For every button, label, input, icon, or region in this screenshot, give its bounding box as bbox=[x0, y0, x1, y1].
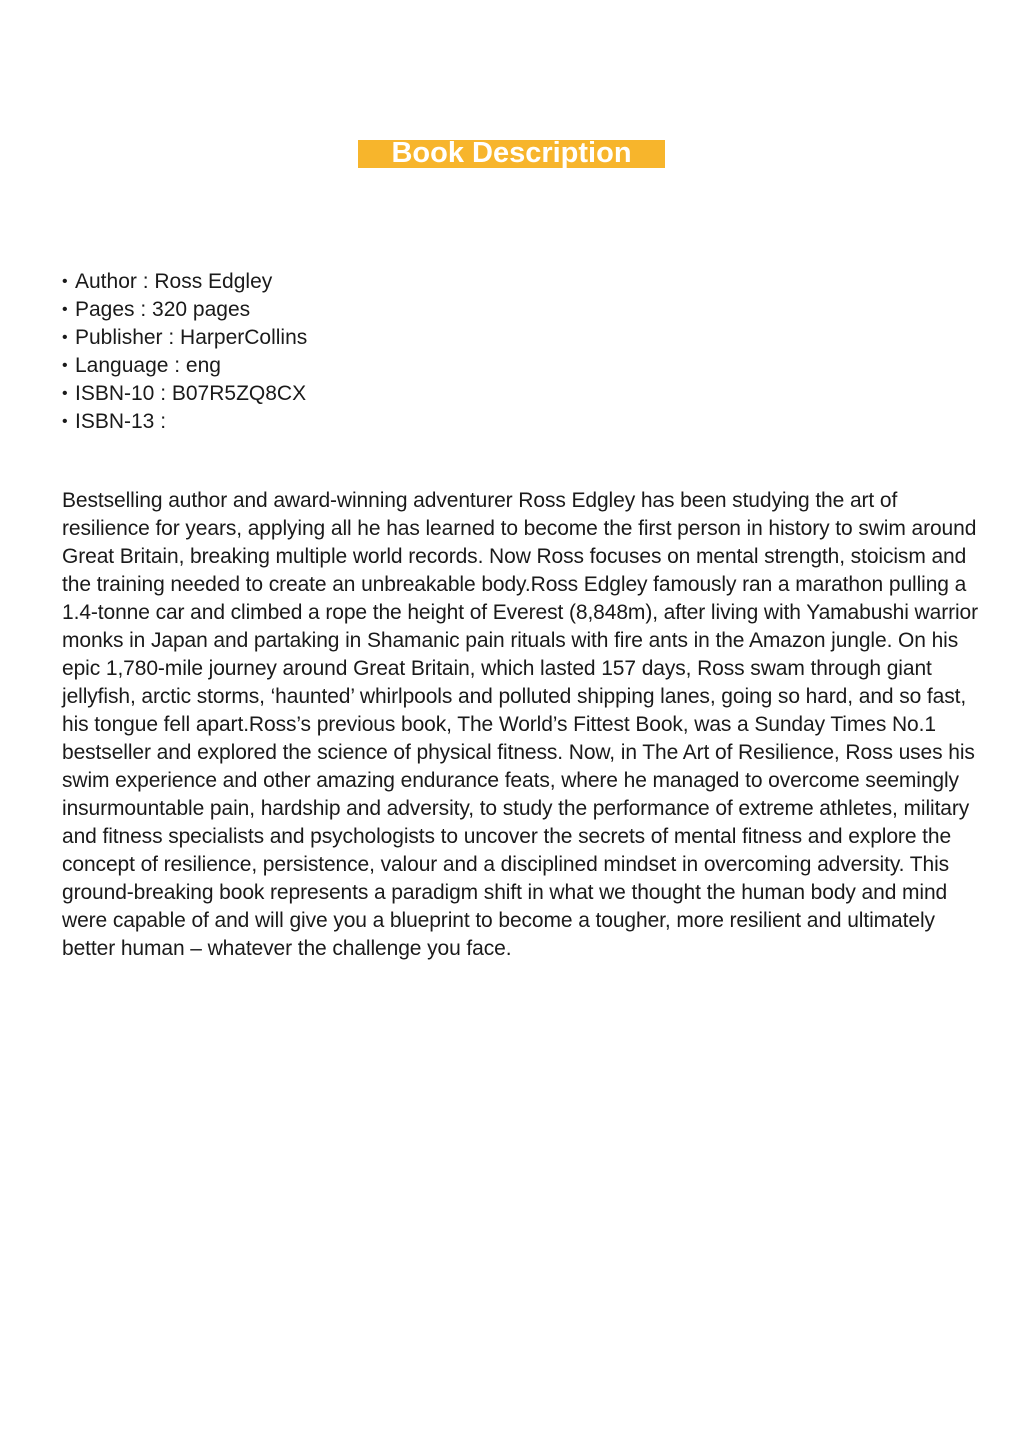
bullet-icon: • bbox=[62, 301, 68, 318]
detail-language bbox=[62, 352, 307, 380]
detail-text: ISBN-10 : B07R5ZQ8CX bbox=[75, 382, 307, 405]
detail-text: Pages : 320 pages bbox=[75, 298, 251, 321]
detail-isbn-13 bbox=[62, 408, 307, 436]
detail-isbn-10 bbox=[62, 380, 307, 408]
bullet-icon: • bbox=[62, 329, 68, 346]
bullet-icon: • bbox=[62, 413, 68, 430]
bullet-icon: • bbox=[62, 385, 68, 402]
detail-text: Author : Ross Edgley bbox=[75, 270, 273, 293]
detail-pages bbox=[62, 296, 307, 324]
detail-text: ISBN-13 : bbox=[75, 410, 167, 433]
book-details-list bbox=[62, 268, 307, 436]
bullet-icon: • bbox=[62, 273, 68, 290]
detail-publisher bbox=[62, 324, 307, 352]
detail-author bbox=[62, 268, 307, 296]
bullet-icon: • bbox=[62, 357, 68, 374]
detail-text: Language : eng bbox=[75, 354, 221, 377]
page-title: Book Description bbox=[358, 140, 665, 168]
book-description-text: Bestselling author and award-winning adventurer Ross Edgley has been studying the art of resilience for years, applying all he has learned to become the first person in history to swim around Great Britain, breaking multiple world records. Now Ross focuses on mental strength, stoicism and the training needed to create an unbreakable body.Ross Edgley famously ran a marathon pulling a 1.4-tonne car and climbed a rope the height of Everest (8,848m), after living with Yamabushi warrior monks in Japan and partaking in Shamanic pain rituals with fire ants in the Amazon jungle. On his epic 1,780-mile journey around Great Britain, which lasted 157 days, Ross swam through giant jellyfish, arctic storms, ‘haunted’ whirlpools and polluted shipping lanes, going so hard, and so fast, his tongue fell apart.Ross’s previous book, The World’s Fittest Book, was a Sunday Times No.1 bestseller and explored the science of physical fitness. Now, in The Art of Resilience, Ross uses his swim experience and other amazing endurance feats, where he managed to overcome seemingly insurmountable pain, hardship and adversity, to study the performance of extreme athletes, military and fitness specialists and psychologists to uncover the secrets of mental fitness and explore the concept of resilience, persistence, valour and a disciplined mindset in overcoming adversity. This ground-breaking book represents a paradigm shift in what we thought the human body and mind were capable of and will give you a blueprint to become a tougher, more resilient and ultimately better human – whatever the challenge you face. bbox=[62, 489, 979, 960]
detail-text: Publisher : HarperCollins bbox=[75, 326, 308, 349]
